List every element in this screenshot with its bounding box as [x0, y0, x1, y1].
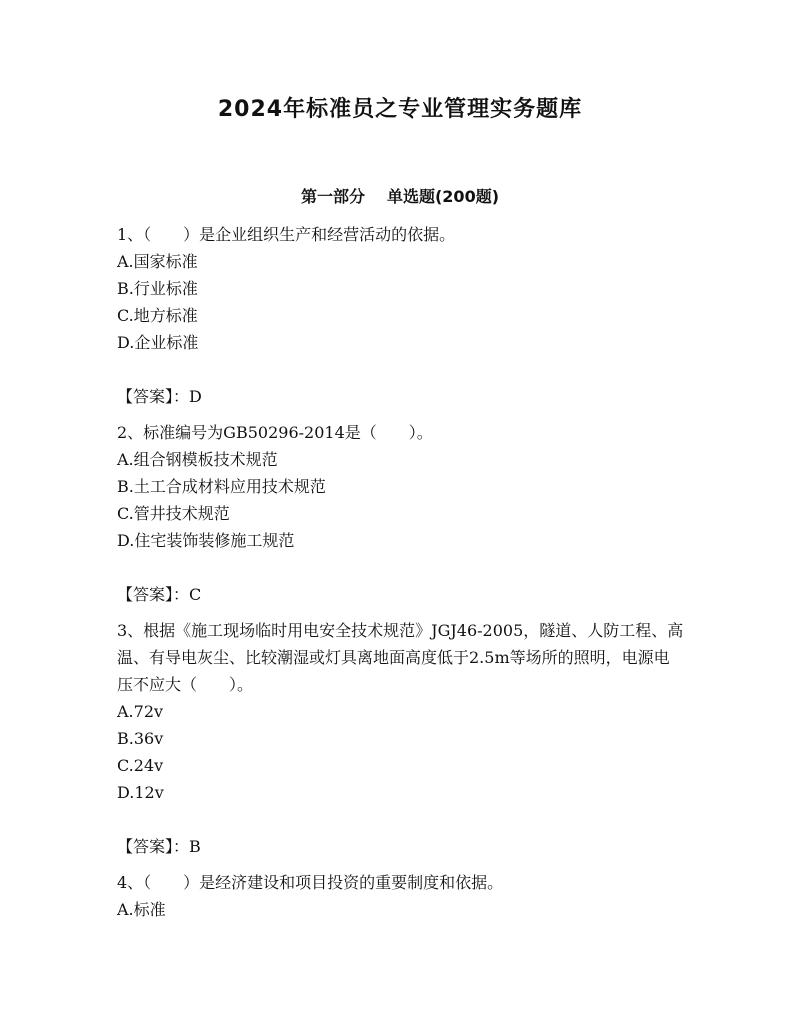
question-stem: 2、标准编号为GB50296-2014是（ ）。 — [117, 423, 433, 442]
option-c: C.24v — [117, 756, 164, 775]
question-stem: 3、根据《施工现场临时用电安全技术规范》JGJ46-2005，隧道、人防工程、高温、有导电灰尘、比较潮湿或灯具离地面高度低于2.5m等场所的照明，电源电压不应大（ ）。 — [117, 621, 684, 694]
option-d: D.住宅装饰装修施工规范 — [117, 531, 295, 550]
question-3 — [117, 617, 685, 860]
option-c: C.地方标准 — [117, 306, 198, 325]
answer-label: 【答案】： — [117, 837, 190, 856]
answer-value: C — [189, 585, 202, 604]
answer-value: D — [189, 387, 202, 406]
question-stem: 1、（ ）是企业组织生产和经营活动的依据。 — [117, 225, 456, 244]
option-b: B.土工合成材料应用技术规范 — [117, 477, 326, 496]
option-d: D.12v — [117, 783, 164, 802]
question-2 — [117, 419, 685, 608]
answer-label: 【答案】： — [117, 387, 190, 406]
option-a: A.国家标准 — [117, 252, 198, 271]
question-stem: 4、（ ）是经济建设和项目投资的重要制度和依据。 — [117, 873, 504, 892]
option-a: A.组合钢模板技术规范 — [117, 450, 278, 469]
option-a: A.72v — [117, 702, 164, 721]
option-c: C.管井技术规范 — [117, 504, 230, 523]
question-list — [117, 221, 685, 932]
answer-line — [117, 833, 685, 860]
section-heading — [0, 184, 800, 207]
section-name: 单选题(200题) — [386, 187, 500, 206]
section-part: 第一部分 — [300, 187, 365, 206]
answer-label: 【答案】： — [117, 585, 190, 604]
question-4 — [117, 869, 685, 923]
option-d: D.企业标准 — [117, 333, 199, 352]
option-b: B.36v — [117, 729, 164, 748]
answer-value: B — [189, 837, 201, 856]
question-1 — [117, 221, 685, 410]
answer-line — [117, 581, 685, 608]
document-title: 2024年标准员之专业管理实务题库 — [217, 97, 583, 122]
option-a: A.标准 — [117, 900, 166, 919]
option-b: B.行业标准 — [117, 279, 198, 298]
answer-line — [117, 383, 685, 410]
